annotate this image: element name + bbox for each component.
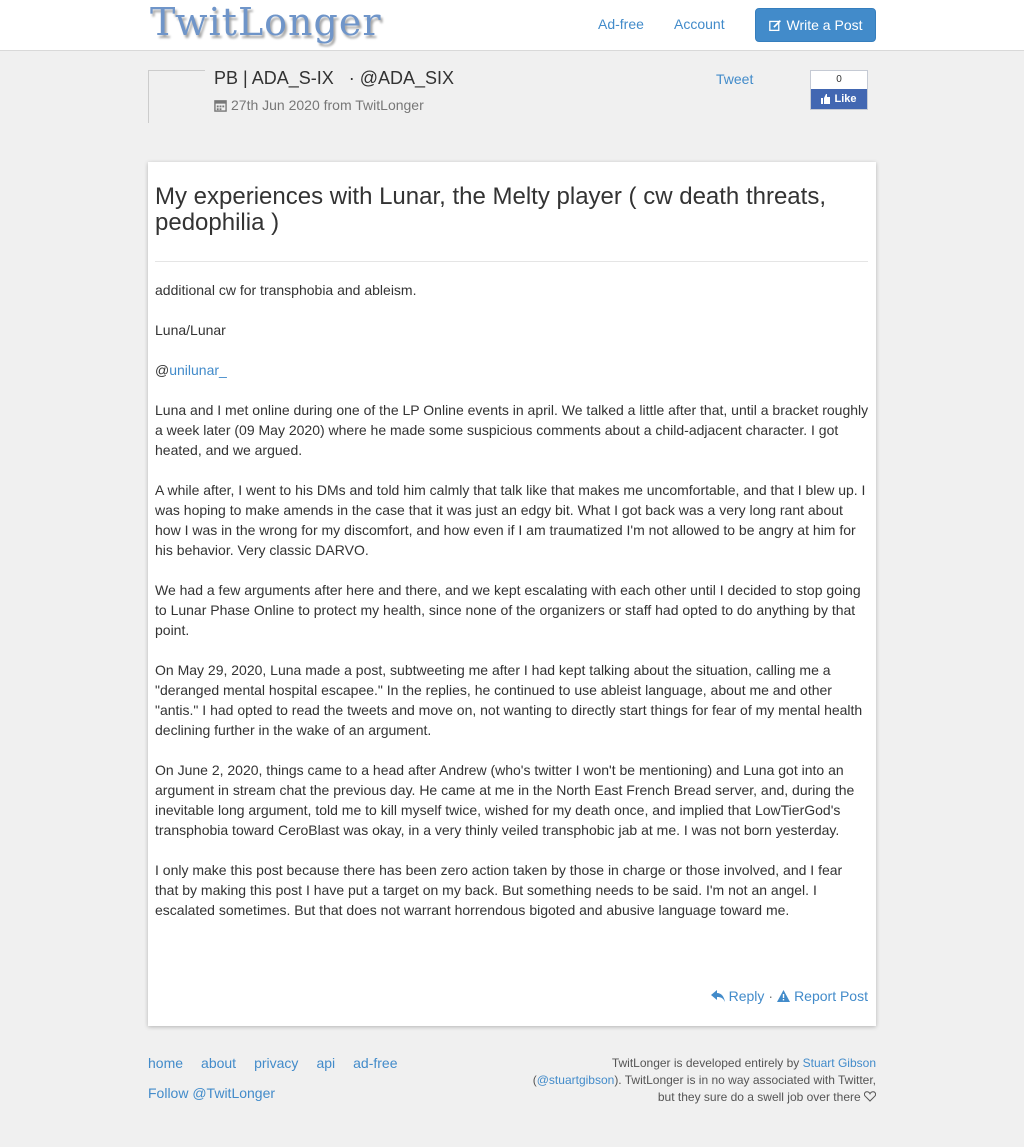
mention-at: @ [155, 362, 170, 378]
paragraph: On June 2, 2020, things came to a head after Andrew (who's twitter I won't be mentioning) and Luna got into an argument in stream chat the previous day. He came at me in the North East French Bread server, and, during the inevitable long argument, told me to kill myself twice, wished for my death once, and implied that LowTierGod's transphobia toward CeroBlast was okay, in a very thinly veiled transphobic jab at me. I was not born yesterday. [155, 762, 855, 838]
post-title: My experiences with Lunar, the Melty player ( cw death threats, pedophilia ) [155, 183, 826, 236]
follow-twitlonger-link[interactable]: Follow @TwitLonger [148, 1085, 276, 1101]
author-name[interactable]: PB | ADA_S-IX [214, 68, 334, 88]
footer-credits [520, 1055, 876, 1106]
author-avatar[interactable] [148, 70, 205, 123]
paragraph: Luna and I met online during one of the LP Online events in april. We talked a little after that, until a bracket roughly a week later (09 May 2020) where he made some suspicious comments about a child-adjacent character. I got heated, and we argued. [155, 402, 869, 458]
facebook-like-count: 0 [836, 74, 842, 85]
reply-button[interactable] [711, 988, 765, 1004]
post-meta [214, 97, 424, 113]
nav-adfree-link[interactable]: Ad-free [598, 16, 644, 32]
report-post-button[interactable] [777, 988, 868, 1004]
top-navbar [0, 0, 1024, 51]
mention-link[interactable]: unilunar_ [169, 362, 227, 378]
footer-link-home[interactable]: home [148, 1055, 184, 1071]
tweet-button[interactable]: Tweet [716, 71, 754, 87]
paragraph: Luna/Lunar [155, 322, 226, 338]
paragraph: We had a few arguments after here and there, and we kept escalating with each other until I decided to stop going to Lunar Phase Online to protect my health, since none of the organizers or staff had opted to do anything by that point. [155, 582, 861, 638]
post-panel [148, 162, 876, 1026]
footer-link-privacy[interactable]: privacy [254, 1055, 299, 1071]
post-body [155, 280, 869, 940]
edit-icon [769, 19, 782, 32]
twitlonger-logo[interactable]: TwitLonger [150, 0, 382, 44]
report-post-label: Report Post [794, 988, 868, 1004]
post-actions [711, 988, 868, 1004]
paragraph: On May 29, 2020, Luna made a post, subtweeting me after I had kept talking about the situation, calling me a "deranged mental hospital escapee." In the replies, he continued to use ableist language, about me and other "antis." I had opted to read the tweets and move on, not wanting to directly start things for fear of my mental health declining further in the wake of an argument. [155, 662, 863, 738]
write-post-label: Write a Post [786, 17, 863, 33]
footer-link-adfree[interactable]: ad-free [353, 1055, 398, 1071]
credit-prefix: TwitLonger is developed entirely by [611, 1056, 803, 1070]
facebook-like-widget[interactable] [810, 70, 868, 110]
warning-icon [777, 990, 790, 1002]
reply-icon [711, 990, 725, 1002]
footer-link-api[interactable]: api [316, 1055, 336, 1071]
action-separator: · [768, 988, 774, 1004]
paragraph: I only make this post because there has been zero action taken by those in charge or those involved, and I fear that by making this post I have put a target on my back. But something needs to be said. I'm not an angel. I escalated sometimes. But that does not warrant horrendous bigoted and abusive language toward me. [155, 862, 843, 918]
write-post-button[interactable] [755, 8, 876, 42]
author-line [214, 68, 454, 89]
post-date: 27th Jun 2020 from TwitLonger [231, 97, 424, 113]
author-handle[interactable]: · @ADA_SIX [348, 68, 455, 88]
calendar-icon [214, 99, 227, 112]
credit-author-link[interactable]: Stuart Gibson [802, 1056, 876, 1070]
credit-handle-link[interactable]: @stuartgibson [536, 1073, 615, 1087]
footer-link-about[interactable]: about [201, 1055, 237, 1071]
footer-links [148, 1055, 397, 1071]
credit-suffix: ). TwitLonger is in no way associated with Twitter, but they sure do a swell job over there [614, 1073, 876, 1104]
facebook-like-button[interactable] [811, 89, 867, 109]
reply-label: Reply [728, 988, 765, 1004]
nav-account-link[interactable]: Account [674, 16, 725, 32]
mention-paragraph [155, 360, 869, 380]
facebook-like-label: Like [834, 93, 857, 105]
thumbs-up-icon [821, 94, 831, 104]
credit-open: ( [532, 1073, 537, 1087]
paragraph: additional cw for transphobia and ableism. [155, 282, 417, 298]
paragraph: A while after, I went to his DMs and told him calmly that talk like that makes me uncomfortable, and that I blew up. I was hoping to make amends in the case that it was just an edgy bit. What I got back was a very long rant about how I was in the wrong for my discomfort, and how even if I am traumatized I'm not allowed to be angry at him for his behavior. Very classic DARVO. [155, 482, 866, 558]
title-divider [155, 261, 868, 262]
heart-icon [864, 1091, 876, 1102]
